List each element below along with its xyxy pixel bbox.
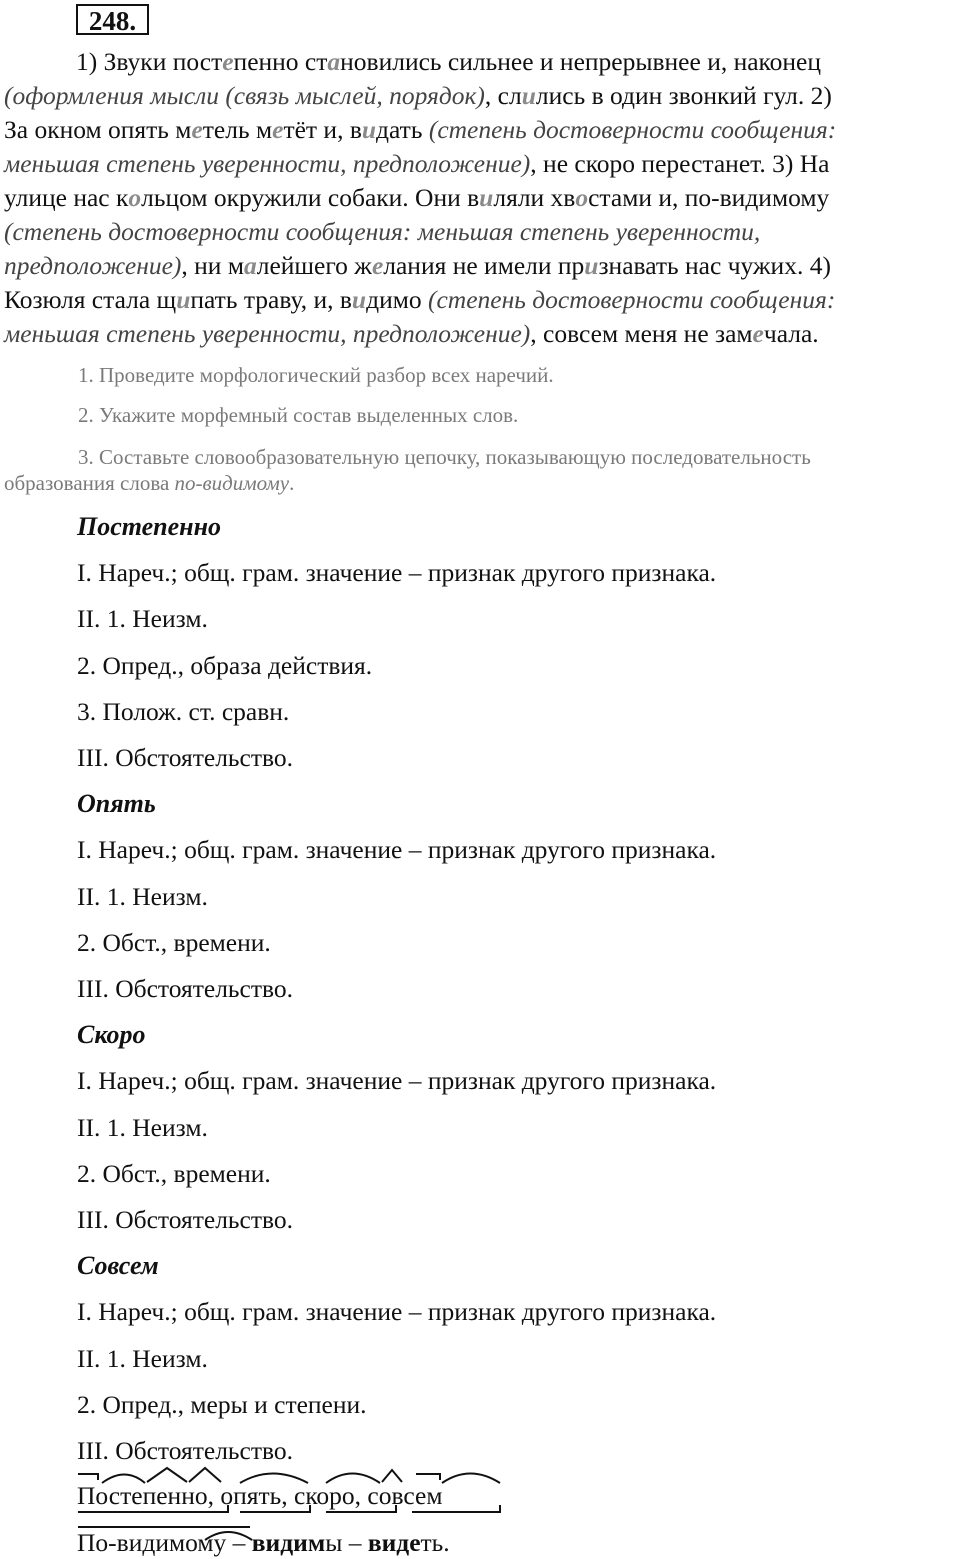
analysis-line: I. Нареч.; общ. грам. значение – признак другого признака.: [77, 835, 717, 865]
analysis-line: III. Обстоятельство.: [77, 1436, 294, 1465]
highlighted-letter: о: [128, 183, 142, 212]
analysis-line: III. Обстоятельство.: [77, 743, 294, 772]
base-bracket: [78, 1505, 228, 1512]
text-segment: тёт и, в: [283, 115, 362, 144]
text-segment: пать траву, и, в: [190, 285, 352, 314]
morpheme-word-2: опять: [220, 1481, 282, 1510]
text-segment: льцом окружили собаки. Они в: [141, 183, 480, 212]
morpheme-word-4: совсем: [367, 1481, 443, 1510]
comment-text: (степень достоверности сообщения:: [427, 285, 836, 314]
text-segment: За окном опять м: [4, 115, 192, 144]
morpheme-word-3: скоро: [294, 1481, 355, 1510]
text-segment: , не скоро перестанет. 3) На: [530, 149, 830, 178]
analysis-heading: Опять: [77, 789, 156, 819]
chain-word-3-ending: ть.: [420, 1528, 450, 1557]
analysis-line: I. Нареч.; общ. грам. значение – признак другого признака.: [77, 1066, 717, 1096]
highlighted-letter: и: [584, 251, 599, 280]
text-segment: Козюля стала щ: [4, 285, 177, 314]
highlighted-letter: о: [575, 183, 589, 212]
exercise-number: 248.: [76, 4, 149, 35]
analysis-line: III. Обстоятельство.: [77, 1205, 294, 1234]
chain-dash: –: [226, 1528, 252, 1557]
highlighted-letter: е: [272, 115, 284, 144]
root-arc: [442, 1474, 500, 1484]
text-segment: улице нас к: [4, 183, 129, 212]
suffix-mark: [147, 1468, 187, 1482]
chain-word-1: По-видимому: [77, 1528, 227, 1557]
highlighted-letter: и: [351, 285, 367, 314]
question-3-suffix: .: [289, 471, 295, 495]
text-segment: лейшего ж: [256, 251, 372, 280]
analysis-line: II. 1. Неизм.: [77, 1112, 208, 1142]
text-segment: лания не имели пр: [383, 251, 585, 280]
analysis-line: 2. Опред., меры и степени.: [77, 1389, 367, 1419]
separator: ,: [354, 1481, 368, 1510]
question-3-prefix: образования слова: [4, 471, 175, 495]
analysis-line: 2. Опред., образа действия.: [77, 650, 373, 680]
comment-text: меньшая степень уверенности, предположение): [4, 319, 531, 348]
highlighted-letter: е: [371, 251, 384, 280]
analysis-line: I. Нареч.; общ. грам. значение – признак другого признака.: [77, 1297, 717, 1327]
analysis-line: II. 1. Неизм.: [77, 604, 208, 634]
text-segment: ляли хв: [493, 183, 576, 212]
analysis-line: I. Нареч.; общ. грам. значение – признак другого признака.: [77, 558, 717, 588]
prefix-mark: [78, 1474, 98, 1480]
text-segment: чала.: [763, 319, 819, 348]
analysis-heading: Совсем: [77, 1251, 159, 1281]
comment-text: (оформления мысли (связь мыслей, порядок): [4, 81, 485, 110]
chain-word-2-root: види: [251, 1528, 308, 1557]
highlighted-letter: и: [176, 285, 191, 314]
highlighted-letter: е: [191, 115, 203, 144]
text-segment: лись в один звонкий гул. 2): [535, 81, 832, 110]
text-segment: тель м: [202, 115, 273, 144]
highlighted-letter: е: [752, 319, 764, 348]
comment-text: меньшая степень уверенности, предположение): [4, 149, 531, 178]
text-segment: новились сильнее и непрерывнее и, наконец: [340, 47, 822, 76]
root-arc: [102, 1475, 145, 1484]
highlighted-letter: а: [327, 47, 341, 76]
separator: ,: [207, 1481, 221, 1510]
text-segment: , ни м: [181, 251, 244, 280]
text-segment: димо: [366, 285, 428, 314]
question-3-line-1: 3. Составьте словообразовательную цепочку, показывающую последовательность: [78, 445, 811, 469]
text-segment: дать: [376, 115, 429, 144]
chain-word-2-ending: ы: [325, 1528, 343, 1557]
morpheme-word-1: Постепенно: [77, 1481, 208, 1510]
chain-line: [77, 1528, 450, 1558]
comment-text: (степень достоверности сообщения: меньшая степень уверенности,: [4, 217, 761, 246]
separator: ,: [281, 1481, 294, 1510]
analysis-line: 2. Обст., времени.: [77, 1158, 271, 1188]
base-bracket: [412, 1505, 500, 1512]
prefix-mark: [416, 1474, 440, 1480]
highlighted-letter: и: [479, 183, 494, 212]
comment-text: (степень достоверности сообщения:: [428, 115, 837, 144]
analysis-heading: Постепенно: [77, 512, 222, 541]
text-segment: стами и, по-видимому: [588, 183, 830, 212]
text-segment: , сл: [484, 81, 522, 110]
text-segment: пенно ст: [233, 47, 328, 76]
chain-word-3-root: виде: [367, 1528, 421, 1557]
comment-text: предположение): [4, 251, 182, 280]
text-segment: знавать нас чужих. 4): [598, 251, 831, 280]
question-2-text: 2. Укажите морфемный состав выделенных слов.: [78, 403, 519, 427]
base-bracket: [326, 1505, 396, 1512]
text-segment: , совсем меня не зам: [530, 319, 753, 348]
highlighted-letter: и: [521, 81, 536, 110]
analysis-line: II. 1. Неизм.: [77, 1343, 208, 1373]
question-1-text: 1. Проведите морфологический разбор всех наречий.: [78, 363, 554, 387]
analysis-heading: Скоро: [77, 1020, 146, 1050]
highlighted-letter: а: [243, 251, 257, 280]
analysis-line: II. 1. Неизм.: [77, 881, 208, 911]
root-arc: [326, 1474, 380, 1484]
base-bracket: [240, 1505, 310, 1512]
chain-dash: –: [342, 1528, 368, 1557]
question-3-word: по-видимому: [174, 471, 290, 495]
highlighted-letter: е: [222, 47, 234, 76]
highlighted-letter: и: [361, 115, 377, 144]
root-arc: [240, 1474, 308, 1484]
chain-word-2-suffix: м: [307, 1528, 326, 1557]
analysis-line: III. Обстоятельство.: [77, 974, 294, 1003]
suffix-mark: [189, 1468, 221, 1482]
analysis-line: 2. Обст., времени.: [77, 927, 271, 957]
text-segment: 1) Звуки пост: [76, 47, 223, 76]
suffix-mark: [382, 1470, 402, 1482]
analysis-line: 3. Полож. ст. сравн.: [77, 696, 290, 726]
